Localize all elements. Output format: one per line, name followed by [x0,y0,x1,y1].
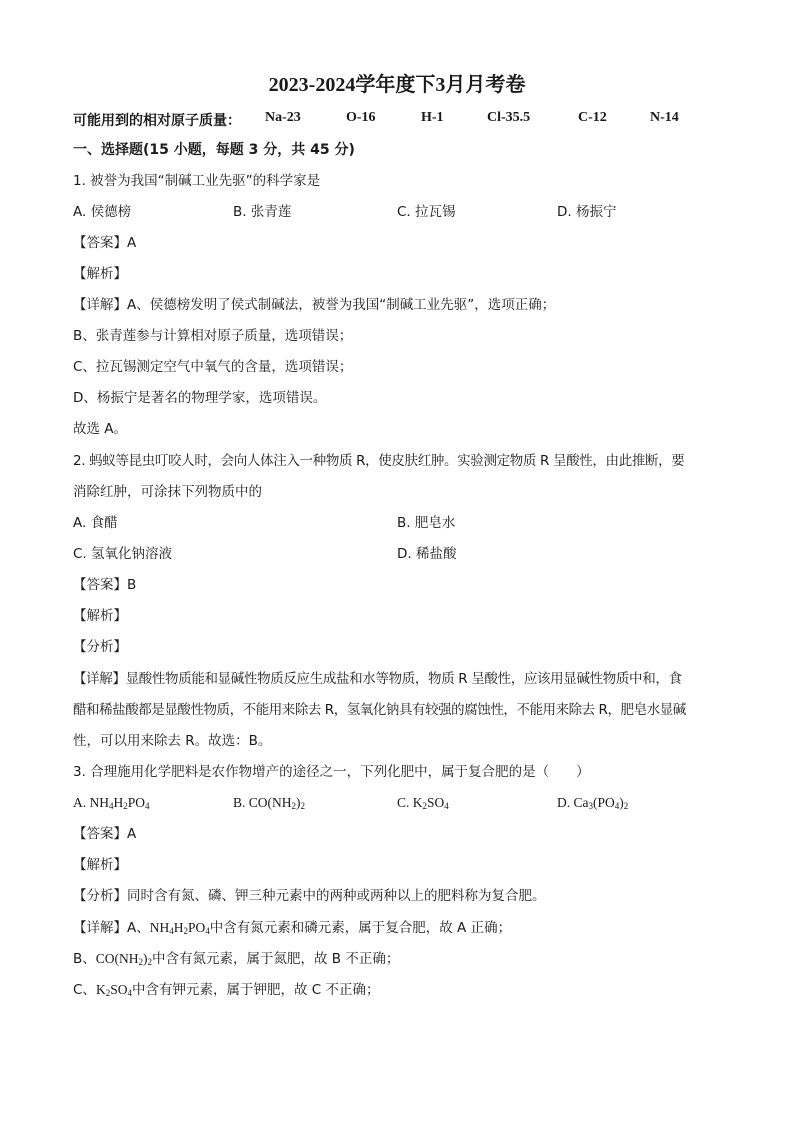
atomic-mass-n: N-14 [650,110,679,125]
q1-analysis: 【解析】 [73,266,127,282]
q1-option-c: C. 拉瓦锡 [397,204,456,220]
q1-option-d: D. 杨振宁 [557,204,617,220]
q3-option-b: B. $CO(NH_2)_2$ [233,795,306,811]
page-title: 2023-2024学年度下3月月考卷 [268,74,526,96]
q1-b: B、张青莲参与计算相对原子质量，选项错误； [73,328,353,344]
q2-detail-line1: 【详解】显酸性物质能和显碱性物质反应生成盐和水等物质，物质 R 呈酸性，应该用显碱性物质中和，食 [73,671,682,687]
q2-stem-line2: 消除红肿，可涂抹下列物质中的 [73,484,262,500]
q2-analysis: 【解析】 [73,608,127,624]
atomic-mass-c: C-12 [578,110,607,125]
q1-option-b: B. 张青莲 [233,204,292,220]
atomic-mass-h: H-1 [421,110,444,125]
atomic-mass-o: O-16 [346,110,376,125]
q1-stem: 1. 被誉为我国“制碱工业先驱”的科学家是 [73,173,321,189]
q2-option-a: A. 食醋 [73,515,118,531]
q3-option-c: C. $K_2SO_4$ [397,795,449,811]
q1-option-a: A. 侯德榜 [73,204,132,220]
q2-option-d: D. 稀盐酸 [397,546,457,562]
q3-b: B、$CO(NH_2)_2$中含有氮元素，属于氮肥，故 B 不正确； [73,951,400,967]
q3-option-d: D. $Ca_3(PO_4)_2$ [557,795,629,811]
q3-detail: 【详解】A、$NH_4H_2PO_4$中含有氮元素和磷元素，属于复合肥，故 A 正确； [73,920,512,936]
q3-c: C、$K_2SO_4$中含有钾元素，属于钾肥，故 C 不正确； [73,982,380,998]
q2-detail-line3: 性，可以用来除去 R。故选：B。 [73,733,272,749]
q2-option-b: B. 肥皂水 [397,515,456,531]
q1-detail: 【详解】A、侯德榜发明了侯式制碱法，被誉为我国“制碱工业先驱”，选项正确； [73,297,556,313]
q2-fenxi: 【分析】 [73,639,127,655]
q3-answer: 【答案】A [73,826,137,842]
q1-conclusion: 故选 A。 [73,421,128,437]
q2-answer: 【答案】B [73,577,137,593]
q3-fenxi: 【分析】同时含有氮、磷、钾三种元素中的两种或两种以上的肥料称为复合肥。 [73,888,546,904]
atomic-mass-label: 可能用到的相对原子质量： [73,113,241,129]
atomic-mass-cl: Cl-35.5 [487,110,531,125]
q1-c: C、拉瓦锡测定空气中氧气的含量，选项错误； [73,359,353,375]
q3-stem: 3. 合理施用化学肥料是农作物增产的途径之一，下列化肥中，属于复合肥的是（ ） [73,764,590,780]
q2-stem-line1: 2. 蚂蚁等昆虫叮咬人时，会向人体注入一种物质 R，使皮肤红肿。实验测定物质 R 呈酸性，由此推断，要 [73,453,685,469]
q2-option-c: C. 氢氧化钠溶液 [73,546,173,562]
q2-detail-line2: 醋和稀盐酸都是显酸性物质，不能用来除去 R，氢氧化钠具有较强的腐蚀性，不能用来除去 R，肥皂水显碱 [73,702,686,718]
section-heading: 一、选择题(15 小题，每题 3 分，共 45 分) [73,142,355,158]
atomic-mass-na: Na-23 [265,110,301,125]
q3-option-a: A. $NH_4H_2PO_4$ [73,795,150,811]
q1-d: D、杨振宁是著名的物理学家，选项错误。 [73,390,327,406]
q3-analysis: 【解析】 [73,857,127,873]
q1-answer: 【答案】A [73,235,137,251]
